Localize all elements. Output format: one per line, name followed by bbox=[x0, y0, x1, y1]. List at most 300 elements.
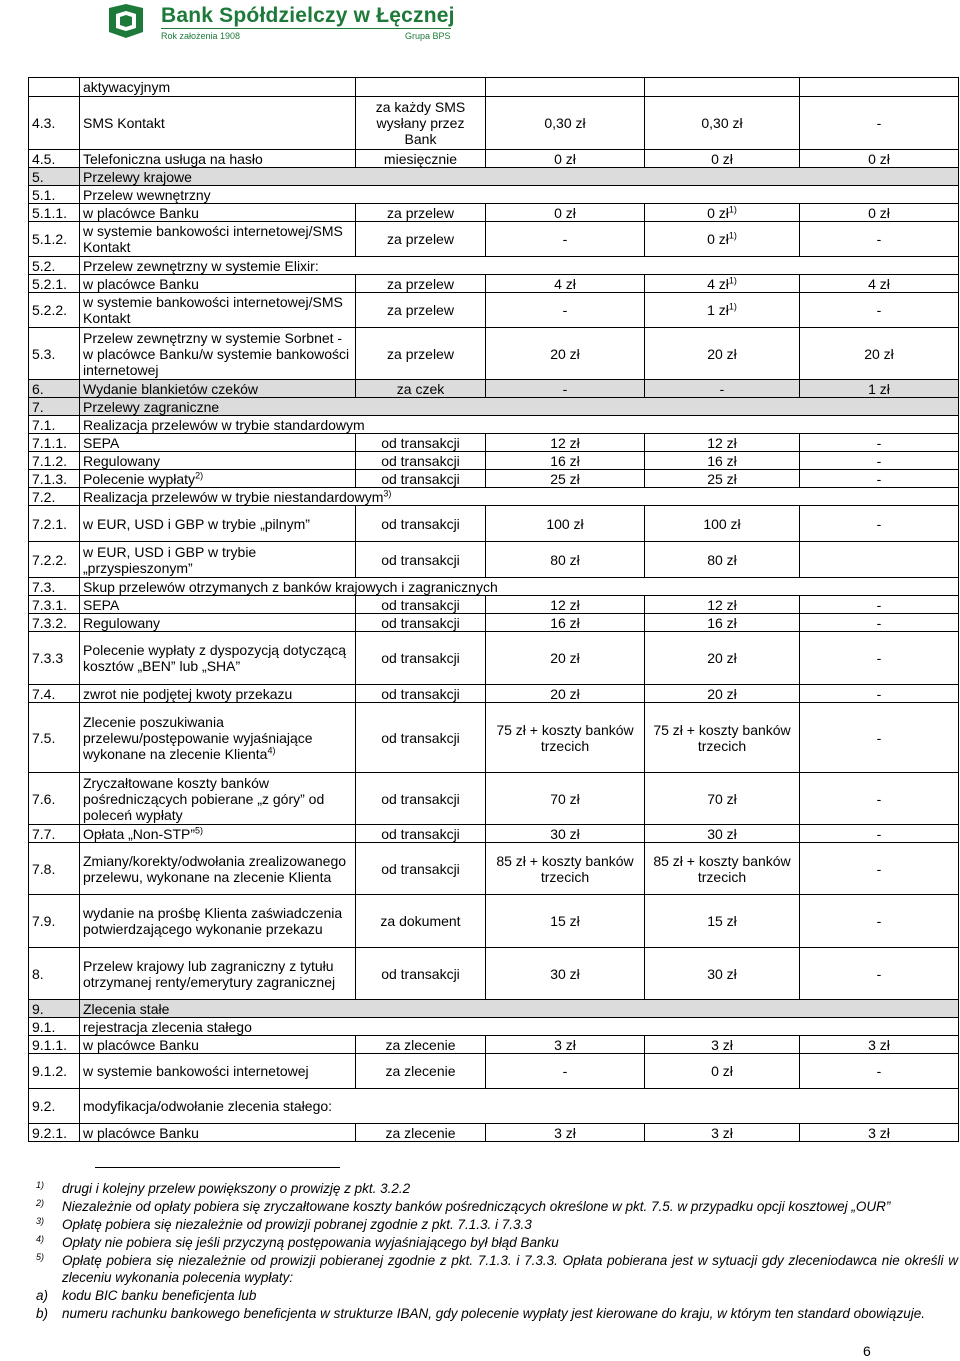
fee-value-text: 20 zł bbox=[550, 650, 580, 666]
row-number bbox=[29, 380, 80, 398]
fee-value-text: - bbox=[876, 470, 882, 487]
fee-value-text: 20 zł bbox=[550, 345, 580, 362]
row-name-text: Przelew krajowy lub zagraniczny z tytułu otrzymanej renty/emerytury zagranicznej bbox=[83, 957, 336, 990]
footnote-mark: 2) bbox=[36, 1198, 45, 1208]
row-number bbox=[29, 614, 80, 632]
fee-value bbox=[645, 596, 800, 614]
row-name-text: aktywacyjnym bbox=[83, 79, 171, 95]
fee-value bbox=[800, 204, 959, 222]
fee-unit bbox=[356, 1124, 486, 1142]
row-number-text: 9.1.2. bbox=[32, 1063, 68, 1079]
row-name-text: zwrot nie podjętej kwoty przekazu bbox=[83, 685, 293, 702]
footnote-ref: 3) bbox=[383, 487, 392, 498]
table-row bbox=[29, 632, 959, 685]
fee-value bbox=[645, 685, 800, 703]
footnote-ref: 4) bbox=[267, 744, 276, 755]
fee-value-text: 80 zł bbox=[550, 551, 580, 568]
row-name bbox=[80, 275, 356, 293]
footnote bbox=[36, 1198, 958, 1215]
fee-value bbox=[800, 150, 959, 168]
fee-value bbox=[486, 1054, 645, 1089]
fee-unit-text: od transakcji bbox=[381, 596, 460, 613]
table-row bbox=[29, 78, 959, 97]
footnote-ref: 1) bbox=[728, 203, 737, 214]
fee-value bbox=[800, 470, 959, 488]
row-name bbox=[80, 632, 356, 685]
row-name bbox=[80, 614, 356, 632]
fee-unit-text: za przelew bbox=[387, 204, 454, 221]
row-title-text: Zlecenia stałe bbox=[83, 1000, 170, 1017]
fee-value bbox=[800, 825, 959, 843]
row-name-text: SEPA bbox=[83, 596, 120, 613]
row-number-text: 7.3.1. bbox=[32, 596, 68, 613]
table-row bbox=[29, 416, 959, 434]
fee-value-text: 3 zł bbox=[554, 1124, 576, 1141]
row-number bbox=[29, 1018, 80, 1036]
fee-unit bbox=[356, 293, 486, 328]
row-number-text: 8. bbox=[32, 965, 44, 982]
row-name-text: Opłata „Non-STP” bbox=[83, 825, 196, 842]
row-name bbox=[80, 843, 356, 895]
footnote bbox=[36, 1234, 958, 1251]
table-row bbox=[29, 257, 959, 275]
fee-value bbox=[645, 470, 800, 488]
footnote-mark: 1) bbox=[36, 1180, 45, 1190]
fee-unit-text: od transakcji bbox=[381, 790, 460, 807]
row-name-text: Regulowany bbox=[83, 452, 161, 469]
fee-value bbox=[645, 328, 800, 380]
fee-unit bbox=[356, 506, 486, 542]
fee-value bbox=[800, 380, 959, 398]
fee-value-text: 0 zł bbox=[707, 231, 729, 247]
fee-unit-text: za dokument bbox=[380, 913, 461, 929]
row-title bbox=[80, 578, 959, 596]
fee-value-text: 15 zł bbox=[550, 913, 580, 929]
row-name bbox=[80, 948, 356, 1000]
row-number bbox=[29, 470, 80, 488]
row-name-text: Regulowany bbox=[83, 614, 161, 631]
row-name-text: Zryczałtowane koszty banków pośredniczących pobierane „z góry” od poleceń wypłaty bbox=[83, 774, 325, 823]
row-title bbox=[80, 1018, 959, 1036]
row-number-text: 4.5. bbox=[32, 150, 56, 167]
fee-value bbox=[486, 773, 645, 825]
fee-value-text: 4 zł bbox=[868, 275, 890, 292]
table-row bbox=[29, 97, 959, 150]
row-number-text: 9.2.1. bbox=[32, 1124, 68, 1141]
fee-unit-text: za zlecenie bbox=[385, 1063, 456, 1079]
fee-value-text: - bbox=[876, 790, 882, 807]
fee-value bbox=[645, 1054, 800, 1089]
fee-value bbox=[800, 632, 959, 685]
fee-value-text: 100 zł bbox=[703, 515, 741, 532]
table-row bbox=[29, 452, 959, 470]
fee-value bbox=[486, 685, 645, 703]
row-number-text: 7.2. bbox=[32, 488, 56, 505]
fee-unit bbox=[356, 452, 486, 470]
fee-value-text: - bbox=[876, 614, 882, 631]
fee-unit-text: za przelew bbox=[387, 275, 454, 292]
fee-value bbox=[645, 97, 800, 150]
footnote-text: Niezależnie od opłaty pobiera się zryczałtowane koszty banków pośredniczących określone w pkt. 7.5. w przypadku opcji kosztowej „OUR” bbox=[62, 1199, 891, 1214]
footnote-text: Opłatę pobiera się niezależnie od prowizji pobieranej zgodnie z pkt. 7.1.3. i 7.3.3. Opłata pobierana jest w sytuacji gdy zleceniodawca nie określi w zleceniu wykonania polecenia wypłaty: bbox=[62, 1253, 958, 1285]
fee-unit bbox=[356, 1036, 486, 1054]
row-title-text: Realizacja przelewów w trybie niestandardowym bbox=[83, 488, 384, 505]
table-row bbox=[29, 380, 959, 398]
row-name-text: w EUR, USD i GBP w trybie „przyspieszonym” bbox=[83, 543, 257, 576]
row-number bbox=[29, 542, 80, 578]
fee-value-text: - bbox=[876, 452, 882, 469]
fee-unit-text: za przelew bbox=[387, 302, 454, 318]
row-number-text: 5.3. bbox=[32, 345, 56, 362]
fee-value bbox=[645, 293, 800, 328]
row-number bbox=[29, 843, 80, 895]
row-name-text: Polecenie wypłaty bbox=[83, 470, 196, 487]
row-name bbox=[80, 470, 356, 488]
row-title-text: rejestracja zlecenia stałego bbox=[83, 1018, 252, 1035]
fee-unit-text: od transakcji bbox=[381, 685, 460, 702]
row-number-text: 7.1.1. bbox=[32, 434, 68, 451]
footnote-mark: 4) bbox=[36, 1234, 45, 1244]
row-number-text: 5.1.1. bbox=[32, 204, 68, 221]
row-name-text: Wydanie blankietów czeków bbox=[83, 380, 258, 397]
fee-value bbox=[645, 380, 800, 398]
row-number-text: 9. bbox=[32, 1000, 44, 1017]
row-number-text: 7.3.3 bbox=[32, 650, 64, 666]
fee-value bbox=[645, 204, 800, 222]
fee-value-text: - bbox=[876, 685, 882, 702]
row-number bbox=[29, 1036, 80, 1054]
row-name bbox=[80, 97, 356, 150]
row-number bbox=[29, 1124, 80, 1142]
fee-value-text: 16 zł bbox=[550, 452, 580, 469]
fee-unit bbox=[356, 948, 486, 1000]
row-number-text: 9.2. bbox=[32, 1098, 56, 1114]
table-row bbox=[29, 1000, 959, 1018]
row-number bbox=[29, 97, 80, 150]
fee-value bbox=[486, 506, 645, 542]
fee-unit-text: za przelew bbox=[387, 231, 454, 247]
table-row bbox=[29, 1054, 959, 1089]
row-title-text: Skup przelewów otrzymanych z banków krajowych i zagranicznych bbox=[83, 578, 498, 595]
fee-value bbox=[800, 1054, 959, 1089]
table-row bbox=[29, 1036, 959, 1054]
fee-unit-text: za zlecenie bbox=[385, 1124, 456, 1141]
row-title bbox=[80, 416, 959, 434]
footnote-ref: 5) bbox=[195, 824, 204, 835]
row-number bbox=[29, 703, 80, 773]
fee-value-text: 12 zł bbox=[707, 434, 737, 451]
bank-name: Bank Spółdzielczy w Łęcznej bbox=[161, 4, 455, 27]
fee-value bbox=[645, 895, 800, 948]
footnote-separator bbox=[95, 1167, 340, 1168]
footnote-text: Opłatę pobiera się niezależnie od prowizji pobranej zgodnie z pkt. 7.1.3. i 7.3.3 bbox=[62, 1217, 532, 1232]
row-number-text: 7.3. bbox=[32, 578, 56, 595]
fee-value bbox=[800, 596, 959, 614]
fee-value bbox=[486, 825, 645, 843]
fee-unit bbox=[356, 1054, 486, 1089]
row-number-text: 7.2.1. bbox=[32, 515, 68, 532]
fee-value bbox=[486, 275, 645, 293]
fee-value bbox=[800, 703, 959, 773]
founded-label: Rok założenia 1908 bbox=[161, 31, 241, 41]
footnote-item-mark: b) bbox=[36, 1306, 49, 1321]
row-number bbox=[29, 328, 80, 380]
fee-unit bbox=[356, 380, 486, 398]
row-name-text: w placówce Banku bbox=[83, 204, 199, 221]
row-number-text: 5.2. bbox=[32, 257, 56, 274]
fee-unit bbox=[356, 614, 486, 632]
row-number bbox=[29, 948, 80, 1000]
row-number-text: 7. bbox=[32, 398, 44, 415]
row-number-text: 7.9. bbox=[32, 913, 56, 929]
fee-value bbox=[645, 632, 800, 685]
fee-value-text: 30 zł bbox=[550, 825, 580, 842]
fee-value-text: - bbox=[876, 434, 882, 451]
fee-value-text: 20 zł bbox=[864, 345, 894, 362]
fee-unit bbox=[356, 703, 486, 773]
fee-value bbox=[486, 97, 645, 150]
fee-value bbox=[645, 452, 800, 470]
fee-value bbox=[645, 222, 800, 257]
fee-value-text: 20 zł bbox=[707, 650, 737, 666]
row-number bbox=[29, 416, 80, 434]
fee-value bbox=[645, 275, 800, 293]
bank-logo-icon bbox=[105, 2, 147, 40]
footnote bbox=[36, 1252, 958, 1286]
row-title bbox=[80, 1089, 959, 1124]
fee-value bbox=[800, 222, 959, 257]
fee-value-text: 3 zł bbox=[711, 1124, 733, 1141]
table-row bbox=[29, 614, 959, 632]
row-name-text: SMS Kontakt bbox=[83, 115, 165, 131]
fee-value-text: 30 zł bbox=[707, 825, 737, 842]
table-row bbox=[29, 1089, 959, 1124]
fee-value-text: 3 zł bbox=[868, 1124, 890, 1141]
fee-value bbox=[645, 948, 800, 1000]
fee-value-text: 85 zł + koszty banków trzecich bbox=[653, 852, 791, 885]
fee-value bbox=[645, 825, 800, 843]
fee-value-text: - bbox=[562, 380, 568, 397]
fee-value-text: - bbox=[562, 231, 568, 247]
fee-value-text: 12 zł bbox=[550, 596, 580, 613]
fee-value-text: 0,30 zł bbox=[544, 115, 586, 131]
fee-value-text: 0 zł bbox=[554, 204, 576, 221]
row-title bbox=[80, 488, 959, 506]
fee-value bbox=[800, 328, 959, 380]
fee-unit-text: od transakcji bbox=[381, 434, 460, 451]
row-title-text: Realizacja przelewów w trybie standardowym bbox=[83, 416, 365, 433]
fee-value-text: 15 zł bbox=[707, 913, 737, 929]
fee-value-text: 4 zł bbox=[554, 275, 576, 292]
fee-unit-text: od transakcji bbox=[381, 825, 460, 842]
row-name bbox=[80, 596, 356, 614]
row-number bbox=[29, 257, 80, 275]
fee-value-text: 0 zł bbox=[868, 150, 890, 167]
fee-value bbox=[800, 614, 959, 632]
table-row bbox=[29, 275, 959, 293]
fee-value bbox=[486, 150, 645, 168]
row-number-text: 7.1.2. bbox=[32, 452, 68, 469]
row-number-text: 7.2.2. bbox=[32, 551, 68, 568]
row-number-text: 7.3.2. bbox=[32, 614, 68, 631]
fee-unit-text: od transakcji bbox=[381, 729, 460, 746]
fee-unit-text: od transakcji bbox=[381, 860, 460, 877]
row-number-text: 5.2.2. bbox=[32, 302, 68, 318]
fee-value-text: 25 zł bbox=[707, 470, 737, 487]
fee-value-text: - bbox=[876, 650, 882, 666]
fee-unit-text: od transakcji bbox=[381, 470, 460, 487]
row-number-text: 4.3. bbox=[32, 115, 56, 131]
fee-value-text: - bbox=[876, 1063, 882, 1079]
fee-value bbox=[486, 614, 645, 632]
fee-unit-text: za każdy SMS wysłany przez Bank bbox=[375, 99, 466, 147]
row-number bbox=[29, 150, 80, 168]
fee-value-text: 1 zł bbox=[707, 302, 729, 318]
row-number bbox=[29, 293, 80, 328]
row-number-text: 5.1. bbox=[32, 186, 56, 203]
table-row bbox=[29, 703, 959, 773]
table-row bbox=[29, 1124, 959, 1142]
fee-value bbox=[486, 703, 645, 773]
row-number-text: 6. bbox=[32, 380, 44, 397]
row-name bbox=[80, 1054, 356, 1089]
fee-value bbox=[486, 542, 645, 578]
row-number bbox=[29, 506, 80, 542]
fee-value bbox=[645, 614, 800, 632]
footnote-item-text: numeru rachunku bankowego beneficjenta w strukturze IBAN, gdy polecenie wypłaty jest kierowane do kraju, w którym ten standard obowiązuje. bbox=[62, 1306, 925, 1321]
row-title bbox=[80, 1000, 959, 1018]
fee-value bbox=[645, 1036, 800, 1054]
fee-value bbox=[486, 843, 645, 895]
row-number bbox=[29, 275, 80, 293]
fee-value bbox=[800, 895, 959, 948]
fee-unit-text: za przelew bbox=[387, 345, 454, 362]
fee-value bbox=[800, 948, 959, 1000]
row-title-text: Przelew zewnętrzny w systemie Elixir: bbox=[83, 257, 319, 274]
footnote-item-text: kodu BIC banku beneficjenta lub bbox=[62, 1288, 257, 1303]
fee-value-text: 0 zł bbox=[711, 1063, 733, 1079]
fee-value-text: 75 zł + koszty banków trzecich bbox=[653, 721, 791, 754]
row-name bbox=[80, 150, 356, 168]
fee-unit bbox=[356, 773, 486, 825]
footnote-ref: 1) bbox=[728, 230, 737, 241]
footnote-mark: 3) bbox=[36, 1216, 45, 1226]
table-row bbox=[29, 470, 959, 488]
row-number bbox=[29, 222, 80, 257]
row-name-text: Zlecenie poszukiwania przelewu/postępowanie wyjaśniające wykonane na zlecenie Klienta bbox=[83, 713, 313, 762]
fee-value-text: 85 zł + koszty banków trzecich bbox=[496, 852, 634, 885]
row-number bbox=[29, 186, 80, 204]
fee-value bbox=[486, 434, 645, 452]
row-number bbox=[29, 1000, 80, 1018]
table-row bbox=[29, 328, 959, 380]
row-number-text: 7.1. bbox=[32, 416, 56, 433]
fee-value bbox=[486, 204, 645, 222]
fee-value bbox=[486, 222, 645, 257]
row-name-text: w placówce Banku bbox=[83, 1124, 199, 1141]
fee-unit bbox=[356, 78, 486, 97]
row-name-text: Polecenie wypłaty z dyspozycją dotyczącą kosztów „BEN” lub „SHA” bbox=[83, 642, 347, 674]
fee-value-text: 3 zł bbox=[554, 1036, 576, 1053]
fee-unit bbox=[356, 596, 486, 614]
table-row bbox=[29, 222, 959, 257]
fee-value bbox=[800, 685, 959, 703]
fee-value-text: 16 zł bbox=[707, 452, 737, 469]
fee-value-text: - bbox=[876, 825, 882, 842]
table-row bbox=[29, 204, 959, 222]
row-name bbox=[80, 773, 356, 825]
table-row bbox=[29, 542, 959, 578]
fee-unit bbox=[356, 434, 486, 452]
fee-value bbox=[645, 542, 800, 578]
page-number: 6 bbox=[863, 1343, 871, 1359]
fee-value-text: 30 zł bbox=[707, 965, 737, 982]
fee-value-text: - bbox=[876, 115, 882, 131]
fee-value-text: 12 zł bbox=[550, 434, 580, 451]
fee-value bbox=[486, 895, 645, 948]
fee-unit bbox=[356, 632, 486, 685]
fee-value bbox=[486, 948, 645, 1000]
fee-unit-text: za czek bbox=[396, 380, 445, 397]
row-name bbox=[80, 542, 356, 578]
footnote-item bbox=[36, 1305, 958, 1322]
fee-value-text: - bbox=[876, 965, 882, 982]
fee-value-text: 20 zł bbox=[707, 345, 737, 362]
fee-value-text: - bbox=[876, 729, 882, 746]
row-number-text: 7.6. bbox=[32, 790, 56, 807]
row-name bbox=[80, 222, 356, 257]
fee-value bbox=[486, 293, 645, 328]
fee-value-text: 3 zł bbox=[868, 1036, 890, 1053]
fee-value-text: 30 zł bbox=[550, 965, 580, 982]
table-row bbox=[29, 506, 959, 542]
fee-value bbox=[800, 78, 959, 97]
table-row bbox=[29, 843, 959, 895]
table-row bbox=[29, 168, 959, 186]
fee-value-text: 0 zł bbox=[868, 204, 890, 221]
fee-value bbox=[645, 773, 800, 825]
fee-unit bbox=[356, 843, 486, 895]
row-number-text: 7.7. bbox=[32, 825, 56, 842]
row-name-text: w placówce Banku bbox=[83, 1036, 199, 1053]
fee-value-text: 70 zł bbox=[550, 790, 580, 807]
fees-table bbox=[28, 77, 959, 1142]
row-name-text: w systemie bankowości internetowej/SMS Kontakt bbox=[83, 223, 343, 255]
table-row bbox=[29, 293, 959, 328]
fee-value-text: 0 zł bbox=[711, 150, 733, 167]
fee-value-text: 0,30 zł bbox=[701, 115, 743, 131]
fee-value bbox=[800, 434, 959, 452]
fee-value-text: 16 zł bbox=[550, 614, 580, 631]
row-number bbox=[29, 632, 80, 685]
row-number bbox=[29, 434, 80, 452]
fee-value-text: 4 zł bbox=[707, 275, 729, 292]
row-number bbox=[29, 1089, 80, 1124]
row-number bbox=[29, 685, 80, 703]
fee-value bbox=[486, 380, 645, 398]
table-row bbox=[29, 825, 959, 843]
table-row bbox=[29, 596, 959, 614]
footnote-item bbox=[36, 1287, 958, 1304]
row-number-text: 9.1.1. bbox=[32, 1036, 68, 1053]
bank-header bbox=[105, 2, 505, 42]
row-name-text: wydanie na prośbę Klienta zaświadczenia potwierdzającego wykonanie przekazu bbox=[83, 905, 343, 937]
fee-value bbox=[486, 78, 645, 97]
fee-unit bbox=[356, 470, 486, 488]
row-name bbox=[80, 685, 356, 703]
fee-value-text: 1 zł bbox=[868, 380, 890, 397]
row-number bbox=[29, 1054, 80, 1089]
